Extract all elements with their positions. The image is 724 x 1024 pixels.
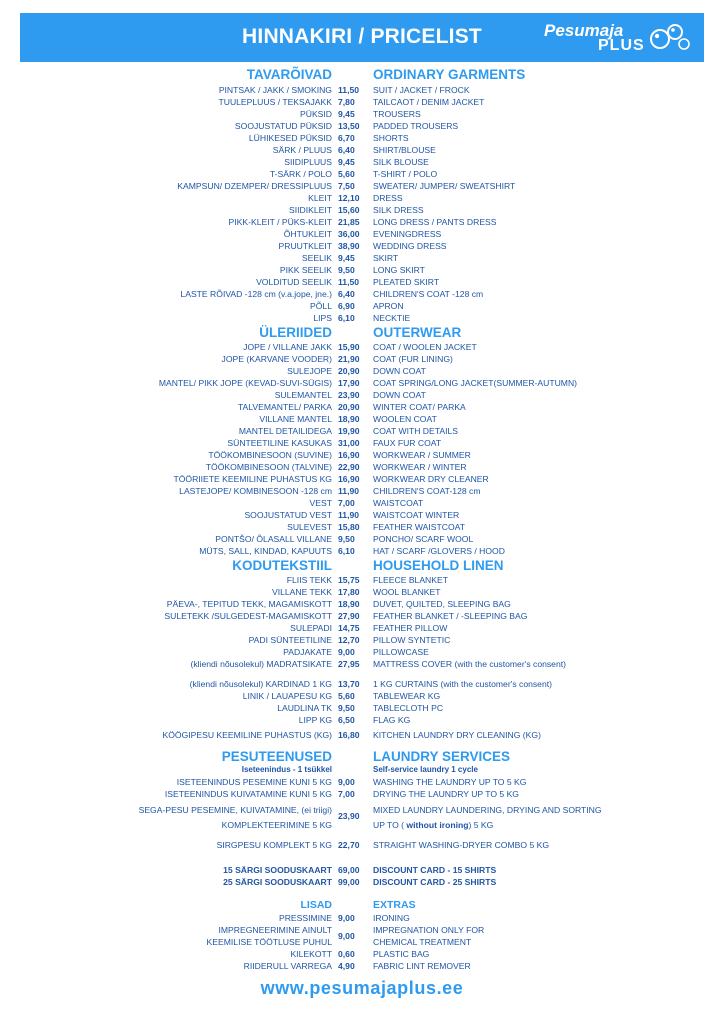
item-et: SIIDIPLUUS (284, 157, 332, 167)
item-en: WORKWEAR DRY CLEANER (373, 474, 489, 484)
price-row (0, 377, 724, 389)
price-row (0, 413, 724, 425)
price-row (0, 634, 724, 646)
item-price: 18,90 (338, 414, 360, 424)
price-row-card (0, 864, 724, 876)
item-en: LONG SKIRT (373, 265, 425, 275)
item-et: PADI SÜNTEETILINE (248, 635, 332, 645)
price-row (0, 714, 724, 726)
price-row (0, 678, 724, 690)
item-et: SEELIK (301, 253, 332, 263)
price-row (0, 120, 724, 132)
price-row (0, 228, 724, 240)
item-et: SULEJOPE (287, 366, 332, 376)
price-row-impreg-2 (0, 936, 724, 948)
price-row (0, 156, 724, 168)
item-price: 15,75 (338, 575, 360, 585)
section-heading-lisad: LISAD (300, 899, 332, 911)
item-en: SHORTS (373, 133, 409, 143)
item-et: JOPE / VILLANE JAKK (243, 342, 332, 352)
item-en: SWEATER/ JUMPER/ SWEATSHIRT (373, 181, 516, 191)
item-et: ISETEENINDUS KUIVATAMINE KUNI 5 KG (164, 789, 332, 799)
price-row (0, 788, 724, 800)
item-en: WORKWEAR / WINTER (373, 462, 467, 472)
item-price: 6,10 (338, 313, 355, 323)
item-price: 4,90 (338, 961, 355, 971)
item-en: MIXED LAUNDRY LAUNDERING, DRYING AND SORTING (373, 805, 602, 815)
item-en: DOWN COAT (373, 390, 426, 400)
price-row (0, 96, 724, 108)
item-en: CHEMICAL TREATMENT (373, 937, 472, 947)
item-en: FEATHER WAISTCOAT (373, 522, 465, 532)
item-en: TROUSERS (373, 109, 421, 119)
item-et: ÕHTUKLEIT (283, 229, 332, 239)
item-et: PADJAKATE (283, 647, 332, 657)
price-row (0, 646, 724, 658)
item-price: 11,50 (338, 85, 360, 95)
item-et: PÕLL (310, 301, 332, 311)
item-et: ISETEENINDUS PESEMINE KUNI 5 KG (176, 777, 332, 787)
price-row (0, 264, 724, 276)
price-row (0, 216, 724, 228)
price-row (0, 658, 724, 670)
item-en: WEDDING DRESS (373, 241, 447, 251)
item-en: HAT / SCARF /GLOVERS / HOOD (373, 546, 505, 556)
item-price: 31,00 (338, 438, 360, 448)
page-title: HINNAKIRI / PRICELIST (242, 25, 482, 48)
item-en: PADDED TROUSERS (373, 121, 459, 131)
price-row (0, 461, 724, 473)
item-price: 99,00 (338, 877, 360, 887)
item-en: WORKWEAR / SUMMER (373, 450, 471, 460)
item-et: MANTEL/ PIKK JOPE (KEVAD-SUVI-SÜGIS) (158, 378, 332, 388)
section-heading-et: KODUTEKSTIIL (232, 558, 332, 573)
item-et: PIKK SEELIK (279, 265, 332, 275)
price-row-card (0, 876, 724, 888)
item-et: SIRGPESU KOMPLEKT 5 KG (216, 840, 332, 850)
item-price: 7,50 (338, 181, 355, 191)
price-row (0, 485, 724, 497)
item-et: TUULEPLUUS / TEKSAJAKK (218, 97, 332, 107)
price-row (0, 353, 724, 365)
price-row (0, 622, 724, 634)
item-et: (kliendi nõusolekul) MADRATSIKATE (190, 659, 332, 669)
item-price: 7,80 (338, 97, 355, 107)
item-price: 22,70 (338, 840, 360, 850)
item-price: 27,90 (338, 611, 360, 621)
item-et: PÄEVA-, TEPITUD TEKK, MAGAMISKOTT (166, 599, 332, 609)
price-row (0, 574, 724, 586)
item-price: 7,00 (338, 498, 355, 508)
item-price: 16,90 (338, 474, 360, 484)
item-en: FABRIC LINT REMOVER (373, 961, 471, 971)
item-price: 15,90 (338, 342, 360, 352)
item-en: STRAIGHT WASHING-DRYER COMBO 5 KG (373, 840, 550, 850)
item-et: KEEMILISE TÖÖTLUSE PUHUL (206, 937, 332, 947)
section-heading-et: ÜLERIIDED (259, 325, 332, 340)
section-heading-en: ORDINARY GARMENTS (373, 67, 526, 82)
item-en: TABLEWEAR KG (373, 691, 441, 701)
item-price: 15,60 (338, 205, 360, 215)
item-price: 9,00 (338, 913, 355, 923)
website-link[interactable]: www.pesumajaplus.ee (260, 978, 464, 998)
price-row (0, 521, 724, 533)
item-price: 11,50 (338, 277, 360, 287)
price-row (0, 108, 724, 120)
item-en: TAILCAOT / DENIM JACKET (373, 97, 485, 107)
item-en: COAT WITH DETAILS (373, 426, 458, 436)
item-price: 20,90 (338, 402, 360, 412)
item-en: DRESS (373, 193, 403, 203)
price-row (0, 144, 724, 156)
item-et: LIPS (313, 313, 332, 323)
item-price: 7,00 (338, 789, 355, 799)
item-price: 6,40 (338, 289, 355, 299)
item-price: 6,70 (338, 133, 355, 143)
item-price: 17,90 (338, 378, 360, 388)
item-en: LONG DRESS / PANTS DRESS (373, 217, 497, 227)
logo[interactable] (544, 21, 694, 55)
logo-text-plus: PLUS (598, 37, 645, 54)
item-price: 6,40 (338, 145, 355, 155)
item-en: PLEATED SKIRT (373, 277, 440, 287)
item-en: PILLOW SYNTETIC (373, 635, 451, 645)
item-price: 21,85 (338, 217, 360, 227)
item-et: SÜNTEETILINE KASUKAS (227, 438, 332, 448)
item-et: IMPREGNEERIMINE AINULT (218, 925, 332, 935)
price-row (0, 839, 724, 851)
item-et: MÜTS, SALL, KINDAD, KAPUUTS (199, 546, 332, 556)
item-en: WAISTCOAT WINTER (373, 510, 460, 520)
price-row-kitchen (0, 729, 724, 741)
item-et: TÖÖRIIETE KEEMILINE PUHASTUS KG (173, 474, 332, 484)
price-row (0, 401, 724, 413)
item-et: LINIK / LAUAPESU KG (242, 691, 332, 701)
item-en: SHIRT/BLOUSE (373, 145, 436, 155)
item-price: 15,80 (338, 522, 360, 532)
item-et: KÖÖGIPESU KEEMILINE PUHASTUS (KG) (162, 730, 332, 740)
price-row (0, 690, 724, 702)
price-row (0, 497, 724, 509)
item-et: LASTEJOPE/ KOMBINESOON -128 cm (179, 486, 332, 496)
price-row (0, 276, 724, 288)
item-price: 11,90 (338, 486, 360, 496)
item-price: 36,00 (338, 229, 360, 239)
item-et: PONTŠO/ ÕLASALL VILLANE (215, 534, 332, 544)
item-en: SKIRT (373, 253, 399, 263)
section-heading-laundry-services: LAUNDRY SERVICES (373, 749, 511, 764)
item-en: IRONING (373, 913, 410, 923)
price-row (0, 365, 724, 377)
item-et: TÖÖKOMBINESOON (SUVINE) (208, 450, 332, 460)
price-row (0, 702, 724, 714)
price-row (0, 180, 724, 192)
item-et: VEST (309, 498, 332, 508)
item-et: PÜKSID (300, 109, 332, 119)
item-price: 9,45 (338, 253, 355, 263)
item-en: PONCHO/ SCARF WOOL (373, 534, 474, 544)
item-en: IMPREGNATION ONLY FOR (373, 925, 485, 935)
item-et: (kliendi nõusolekul) KARDINAD 1 KG (189, 679, 332, 689)
item-et: PRUUTKLEIT (278, 241, 332, 251)
item-en: SUIT / JACKET / FROCK (373, 85, 470, 95)
item-et: KILEKOTT (290, 949, 332, 959)
item-en: DUVET, QUILTED, SLEEPING BAG (373, 599, 511, 609)
item-en: COAT SPRING/LONG JACKET(SUMMER-AUTUMN) (373, 378, 578, 388)
item-price: 16,90 (338, 450, 360, 460)
item-price: 11,90 (338, 510, 360, 520)
item-et: KLEIT (308, 193, 332, 203)
item-en: WINTER COAT/ PARKA (373, 402, 466, 412)
item-en: SILK BLOUSE (373, 157, 429, 167)
item-en: COAT / WOOLEN JACKET (373, 342, 477, 352)
price-row (0, 341, 724, 353)
section-heading-extras: EXTRAS (373, 899, 416, 911)
item-en-bold: without ironing (404, 820, 469, 830)
item-price: 0,60 (338, 949, 355, 959)
item-et: FLIIS TEKK (286, 575, 332, 585)
item-en-part: ) 5 KG (468, 820, 494, 830)
item-en: NECKTIE (373, 313, 411, 323)
price-row (0, 389, 724, 401)
price-row (0, 425, 724, 437)
price-row (0, 288, 724, 300)
price-row (0, 473, 724, 485)
item-price: 9,00 (338, 647, 355, 657)
price-row (0, 204, 724, 216)
logo-text-pesumaja: Pesumaja (544, 21, 624, 40)
item-price: 9,50 (338, 265, 355, 275)
item-price: 20,90 (338, 366, 360, 376)
item-price: 18,90 (338, 599, 360, 609)
item-en: DRYING THE LAUNDRY UP TO 5 KG (373, 789, 519, 799)
item-en: MATTRESS COVER (with the customer's consent) (373, 659, 566, 669)
item-en: KITCHEN LAUNDRY DRY CLEANING (KG) (373, 730, 541, 740)
price-row (0, 192, 724, 204)
price-row (0, 598, 724, 610)
item-et: MANTEL DETAILIDEGA (238, 426, 332, 436)
item-et: VILLANE TEKK (271, 587, 332, 597)
item-en: TABLECLOTH PC (373, 703, 444, 713)
price-row (0, 312, 724, 324)
section-heading-et: TAVARÕIVAD (246, 67, 332, 82)
price-row (0, 449, 724, 461)
item-price: 6,10 (338, 546, 355, 556)
section-heading-pesuteenused: PESUTEENUSED (221, 749, 332, 764)
price-row (0, 252, 724, 264)
price-row-mixed-2 (0, 819, 724, 831)
item-et: SÄRK / PLUUS (272, 145, 332, 155)
price-row (0, 240, 724, 252)
item-price: 38,90 (338, 241, 360, 251)
item-en: PLASTIC BAG (373, 949, 430, 959)
item-price: 12,70 (338, 635, 360, 645)
item-en: SILK DRESS (373, 205, 424, 215)
item-en: COAT (FUR LINING) (373, 354, 453, 364)
item-et: LAUDLINA TK (277, 703, 332, 713)
item-et: LIPP KG (298, 715, 332, 725)
item-et: PIKK-KLEIT / PÜKS-KLEIT (228, 217, 332, 227)
item-et: SEGA-PESU PESEMINE, KUIVATAMINE, (ei triigi) (138, 805, 332, 815)
item-price: 13,70 (338, 679, 360, 689)
item-price: 9,50 (338, 534, 355, 544)
section-heading-en: OUTERWEAR (373, 325, 462, 340)
item-en: FEATHER BLANKET / -SLEEPING BAG (373, 611, 528, 621)
item-en: WAISTCOAT (373, 498, 424, 508)
item-et: KAMPSUN/ DZEMPER/ DRESSIPLUUS (177, 181, 332, 191)
item-et: TALVEMANTEL/ PARKA (237, 402, 332, 412)
item-price: 12,10 (338, 193, 360, 203)
item-en: DISCOUNT CARD - 25 SHIRTS (373, 877, 497, 887)
item-et: SULEVEST (287, 522, 332, 532)
item-et: SULEPADI (290, 623, 332, 633)
item-price: 23,90 (338, 811, 360, 821)
item-et: JOPE (KARVANE VOODER) (221, 354, 332, 364)
item-et: SOOJUSTATUD PÜKSID (234, 121, 332, 131)
item-et: SULETEKK /SULGEDEST-MAGAMISKOTT (164, 611, 332, 621)
price-row (0, 960, 724, 972)
item-et: SULEMANTEL (274, 390, 332, 400)
item-price: 9,00 (338, 777, 355, 787)
price-row (0, 300, 724, 312)
item-en: DOWN COAT (373, 366, 426, 376)
item-et: 25 SÄRGI SOODUSKAART (223, 877, 332, 887)
item-en: PILLOWCASE (373, 647, 429, 657)
price-row (0, 509, 724, 521)
price-row (0, 437, 724, 449)
item-price: 21,90 (338, 354, 360, 364)
item-et: TÖÖKOMBINESOON (TALVINE) (205, 462, 332, 472)
item-en: FAUX FUR COAT (373, 438, 442, 448)
item-en-part: UP TO ( (373, 820, 405, 830)
item-price: 9,45 (338, 157, 355, 167)
item-et: T-SÄRK / POLO (269, 169, 332, 179)
item-price: 17,80 (338, 587, 360, 597)
item-et: LÜHIKESED PÜKSID (248, 133, 332, 143)
price-row (0, 533, 724, 545)
item-en: WOOL BLANKET (373, 587, 441, 597)
item-et: PRESSIMINE (278, 913, 332, 923)
item-en: EVENINGDRESS (373, 229, 442, 239)
item-en (373, 819, 493, 831)
item-en: CHILDREN'S COAT-128 cm (373, 486, 481, 496)
item-et: 15 SÄRGI SOODUSKAART (223, 865, 332, 875)
price-row (0, 948, 724, 960)
price-row (0, 545, 724, 557)
subheading-iseteenindus: Iseteenindus - 1 tsükkel (241, 765, 332, 774)
item-price: 14,75 (338, 623, 360, 633)
price-row (0, 586, 724, 598)
item-price: 13,50 (338, 121, 360, 131)
item-price: 69,00 (338, 865, 360, 875)
item-en: FLAG KG (373, 715, 411, 725)
bubbles-icon (648, 21, 692, 53)
item-en: APRON (373, 301, 404, 311)
price-row (0, 912, 724, 924)
item-et: VOLDITUD SEELIK (256, 277, 332, 287)
price-row (0, 610, 724, 622)
item-price: 6,90 (338, 301, 355, 311)
item-price: 5,60 (338, 169, 355, 179)
item-et: RIIDERULL VARREGA (243, 961, 332, 971)
item-price: 23,90 (338, 390, 360, 400)
price-row (0, 168, 724, 180)
item-et: KOMPLEKTEERIMINE 5 KG (221, 820, 332, 830)
item-et: SOOJUSTATUD VEST (244, 510, 332, 520)
item-price: 19,90 (338, 426, 360, 436)
item-en: WASHING THE LAUNDRY UP TO 5 KG (373, 777, 527, 787)
item-en: DISCOUNT CARD - 15 SHIRTS (373, 865, 497, 875)
subheading-self-service: Self-service laundry 1 cycle (373, 765, 478, 774)
item-et: LASTE RÕIVAD -128 cm (v.a.jope, jne.) (180, 289, 332, 299)
section-heading-en: HOUSEHOLD LINEN (373, 558, 504, 573)
item-et: VILLANE MANTEL (259, 414, 332, 424)
item-en: FLEECE BLANKET (373, 575, 448, 585)
item-price: 9,00 (338, 931, 355, 941)
item-et: PINTSAK / JAKK / SMOKING (218, 85, 332, 95)
header-bar (20, 13, 704, 62)
item-price: 6,50 (338, 715, 355, 725)
item-price: 5,60 (338, 691, 355, 701)
price-row (0, 84, 724, 96)
item-price: 9,45 (338, 109, 355, 119)
item-price: 9,50 (338, 703, 355, 713)
item-price: 22,90 (338, 462, 360, 472)
price-row (0, 132, 724, 144)
item-et: SIIDIKLEIT (289, 205, 332, 215)
item-en: T-SHIRT / POLO (373, 169, 438, 179)
item-price: 16,80 (338, 730, 360, 740)
item-en: WOOLEN COAT (373, 414, 437, 424)
item-price: 27,95 (338, 659, 360, 669)
item-en: CHILDREN'S COAT -128 cm (373, 289, 484, 299)
item-en: FEATHER PILLOW (373, 623, 448, 633)
price-row (0, 776, 724, 788)
item-en: 1 KG CURTAINS (with the customer's consent) (373, 679, 552, 689)
